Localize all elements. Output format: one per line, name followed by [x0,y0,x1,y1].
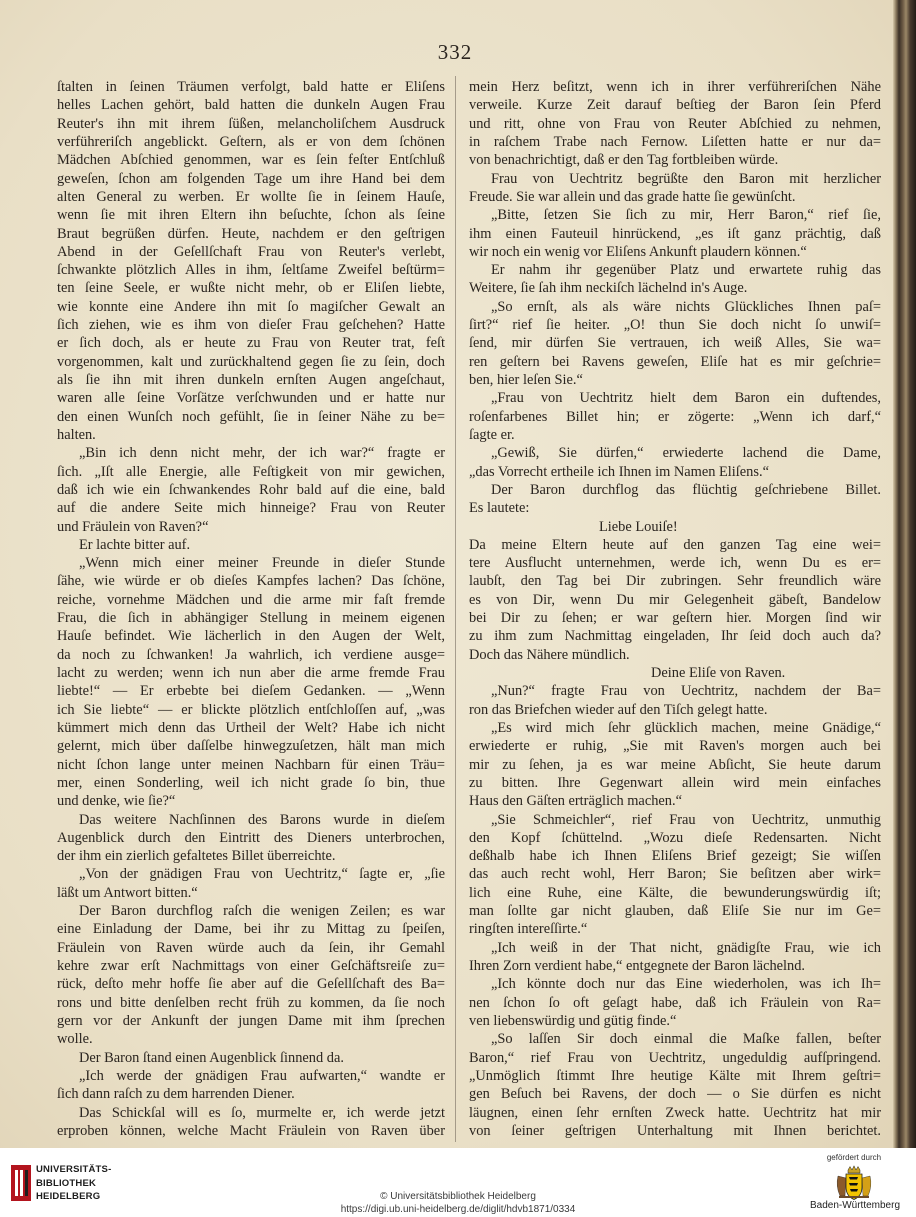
footer-credits [258,1190,658,1216]
text-line [57,170,445,188]
text-line-content: alten General zu werben. Er wollte ſie in ſeinem Hauſe, [57,188,445,205]
text-line-content: Er nahm ihr gegenüber Platz und erwartete ruhig das [491,262,881,279]
paragraph [469,811,881,939]
text-line [469,1122,881,1140]
text-line-content: mein Herz beſitzt, wenn ich in ihrer verführeriſchen Nähe [469,79,881,95]
text-line-content: ſich dann raſch zu dem harrenden Diener. [57,1086,295,1103]
text-line-content: da noch zu ſchwanken! Ja wahrlich, ich verdiene ausge= [57,646,445,663]
baden-wuerttemberg-coat-of-arms-icon [835,1165,873,1201]
text-line [469,737,881,755]
text-line-content: wenn ſie mit ihren Eltern ihn beſuchte, ſchon als ſeine [57,207,445,224]
text-line-content: gelernt, mich über daſſelbe hinwegzuſetzen, hält man mich [57,738,445,755]
paragraph [469,682,881,719]
text-line-content: „das Vorrecht ertheile ich Ihnen im Namen Eliſens.“ [469,463,769,480]
text-line-content: er ſich doch, als er heute zu Frau von Reuter trat, feſt [57,335,445,352]
text-line [57,756,445,774]
sponsor-name: Baden-Württemberg [809,1200,901,1211]
paragraph [57,1049,445,1067]
text-line [469,994,881,1012]
text-line-content: bei Dir zu ſehen; er war geſtern hier. Morgen ſind wir [469,610,881,627]
text-line-content: „Nun?“ fragte Frau von Uechtritz, nachdem der Ba= [491,683,881,700]
ub-heidelberg-logo-text [36,1163,111,1204]
text-line-content: das auch recht wohl, Herr Baron; Sie beſitzen aber wirk= [469,866,881,883]
page-number: 332 [437,40,473,64]
text-line [57,188,445,206]
text-line-content: Haus den Gäſten erträglich machen.“ [469,793,682,810]
text-line-content: mer, einen Sonderling, weil ich nicht grade ſo bin, thue [57,774,445,791]
text-line-content: waren alle ſeine Vorſätze verſchwunden und er hatte nur [57,390,445,407]
paragraph [469,389,881,444]
text-line [469,957,881,975]
text-line [469,188,881,206]
text-line [469,1085,881,1103]
text-line-content: Deine Eliſe von Raven. [651,665,786,681]
text-line-content: ringſten intereſſirte.“ [469,921,588,938]
text-line-content: lich eine Ruhe, eine Kälte, die bewunderungswürdig iſt; [469,884,881,901]
text-line-content: Er lachte bitter auf. [79,536,191,553]
text-line [469,554,881,572]
text-line-content: „Bin ich denn nicht mehr, der ich war?“ fragte er [79,445,445,462]
text-line [469,115,881,133]
text-line [57,371,445,389]
text-line-content: Mädchen Abſchied genommen, war es ſein feſter Entſchluß [57,152,445,169]
text-line [469,96,881,114]
text-line-content: Da meine Eltern heute auf den ganzen Tag eine wei= [469,536,881,553]
text-line-content: kehre zwar erſt Nachmittags von einer Geſchäftsreiſe zu= [57,958,445,974]
text-line-content: läugnen, einen ſehr ernſten Zweck hatte. Uechtritz hat mir [469,1104,881,1121]
text-line-content: „So laſſen Sir doch einmal die Maſke fallen, beſter [491,1031,881,1048]
text-line-content: Frau, die ſich in abhängiger Stellung in meinem eigenen [57,610,445,627]
text-line-content: kümmert mich denn das Urtheil der Welt? Habe ich nicht [57,719,445,736]
text-line [469,408,881,426]
text-line-content: „Gewiß, Sie dürfen,“ erwiederte lachend die Dame, [491,445,881,462]
text-line-content: Der Baron durchflog das flüchtig geſchriebene Billet. [491,481,881,498]
text-line [57,1104,445,1122]
text-line [469,133,881,151]
text-line [57,96,445,114]
text-line-content: Das Schickſal will es ſo, murmelte er, ich werde jetzt [79,1104,445,1121]
text-line-content: der ihm ein zierlich gefaltetes Billet überreichte. [57,848,336,865]
text-line-content: Liebe Louiſe! [599,518,678,535]
text-line-content: ben, hier leſen Sie.“ [469,372,583,388]
text-line [57,609,445,627]
text-line-content: ron das Briefchen wieder auf den Tiſch gelegt hatte. [469,701,768,718]
paragraph [469,719,881,811]
text-line [469,243,881,261]
paragraph [469,1030,881,1140]
paragraph [469,939,881,976]
letter-salutation [469,518,881,536]
text-line-content: rons und bitte denſelben recht früh zu kommen, da ſie noch [57,994,445,1011]
text-line [469,279,881,297]
text-line-content: Doch das Nähere mündlich. [469,646,630,663]
text-line [469,261,881,279]
paragraph [57,811,445,866]
text-line [469,627,881,645]
text-line-content: Braut begrüßen dürfen. Heute, nachdem er den geſtrigen [57,225,445,242]
text-line-content: und Fräulein von Raven?“ [57,518,209,535]
paragraph [469,444,881,481]
text-line [57,627,445,645]
paragraph [469,481,881,518]
text-line [469,701,881,719]
text-line-content: ven liebenswürdig und gütig finde.“ [469,1012,677,1029]
text-line-content: zu bitten. Ihre Gegenwart allein wird mein einfaches [469,774,881,791]
text-line-content: ſirt?“ rief ſie heiter. „O! thun Sie doch nicht ſo unwiſ= [469,317,881,334]
text-line-content: „Unmöglich ſtimmt Ihre heutige Kälte mit Ihrem geſtri= [469,1067,881,1084]
text-line [469,829,881,847]
text-line [57,1067,445,1085]
text-line [469,353,881,371]
text-line [57,243,445,261]
paragraph [57,1067,445,1104]
text-line-content: verweile. Kurze Zeit darauf beſtieg der Baron ſein Pferd [469,97,881,114]
text-line-content: den Kopf ſchüttelnd. „Wozu dieſe Redensarten. Nicht [469,829,881,846]
text-line [469,444,881,462]
text-line [469,389,881,407]
text-line [57,1049,445,1067]
text-line [57,225,445,243]
text-line-content: deßhalb habe ich Ihnen Eliſens Brief gezeigt; Sie wiſſen [469,848,881,865]
logo-line: BIBLIOTHEK [36,1177,97,1189]
text-line [57,792,445,810]
text-line-content: Augenblick durch den Eintritt des Dieners unterbrochen, [57,829,445,846]
text-line-content: geweſen, ſchon am folgenden Tage um ihre Hand bei dem [57,170,445,187]
text-line [469,572,881,590]
text-line [57,1085,445,1103]
text-line-content: vorgenommen, kalt und zurückhaltend gegen ſie zu ſein, doch [57,353,445,370]
left-text-column [57,78,445,1140]
text-line-content: „Ich könnte doch nur das Eine wiederholen, was ich Ih= [491,976,881,993]
text-line-content: gern vor der Ankunft der jungen Dame mit ihm ſprechen [57,1012,445,1029]
text-line [469,682,881,700]
text-line-content: gen Beſuch bei Ravens, der doch — o Sie dürfen es nicht [469,1086,881,1103]
text-line [469,334,881,352]
text-line-content: nicht ſchon lange unter meinen Nachbarn für einen Träu= [57,756,445,773]
text-line-content: wir noch ein wenig vor Eliſens Ankunft plaudern können.“ [469,243,807,260]
text-line-content: „So ernſt, als als wäre nichts Glückliches Ihnen paſ= [491,298,881,315]
text-line-content: Reuter's ihn mit ihrem ſüßen, melancholiſchem Ausdruck [57,115,445,132]
text-line [469,865,881,883]
text-line [57,701,445,719]
text-line [57,865,445,883]
paragraph [57,865,445,902]
text-line [57,737,445,755]
text-line-content: läßt um Antwort bitten.“ [57,884,198,901]
text-line [57,957,445,975]
text-line-content: ren geſtern bei Ravens geweſen, Eliſe hat es mir geſchrie= [469,353,881,370]
text-line [57,353,445,371]
text-line [469,170,881,188]
paragraph [57,536,445,554]
text-line-content: auf die andere Seite mich hinneige? Frau von Reuter [57,500,445,517]
text-line-content: „Frau von Uechtritz hielt dem Baron ein duftendes, [491,390,881,407]
text-line [57,499,445,517]
text-line-content: „Ich werde der gnädigen Frau aufwarten,“ wandte er [79,1067,445,1084]
text-line [57,884,445,902]
text-line [57,682,445,700]
text-line-content: von ſeiner geſtrigen Unterhaltung mit Ihnen berichtet. [469,1122,881,1139]
text-line [57,133,445,151]
sponsor-label: gefördert durch [826,1153,882,1162]
text-line [469,847,881,865]
text-line [57,975,445,993]
text-line [469,463,881,481]
paragraph [469,261,881,298]
text-line-content: ten ſeine Seele, er wußte nicht mehr, ob er Eliſen liebte, [57,280,445,297]
ub-heidelberg-logo-icon [10,1163,32,1203]
text-line [57,719,445,737]
text-line-content: Es lautete: [469,500,530,517]
text-line-content: Hauſe befindet. Wie lächerlich in den Augen der Welt, [57,628,445,645]
text-line-content: Freude. Sie war allein und das grade hatte ſie gewünſcht. [469,188,796,205]
text-line [57,1012,445,1030]
text-line [469,792,881,810]
text-line [57,939,445,957]
text-line [57,554,445,572]
text-line [469,426,881,444]
text-line-content: und ritt, ohne von Frau von Reuter Abſchied zu nehmen, [469,115,881,132]
text-line-content: Baron,“ rief Frau von Uechtritz, ungeduldig aufſpringend. [469,1049,881,1066]
text-line-content: helles Lachen gehört, bald hatten die dunkeln Augen Frau [57,97,445,114]
text-line-content: laubſt, den Tag bei Dir zubringen. Sehr freundlich wäre [469,573,881,590]
text-line-content: ſich. „Iſt alle Energie, alle Feſtigkeit von mir gewichen, [57,463,445,480]
text-line [469,975,881,993]
text-line-content: Der Baron durchflog raſch die wenigen Zeilen; es war [79,903,445,920]
text-line-content: von benachrichtigt, daß er den Tag fortbleiben würde. [469,152,779,169]
text-line [469,719,881,737]
text-line-content: ſähe, wie würde er ob dieſes Kampfes lachen? Das ſchöne, [57,573,445,590]
text-line [469,371,881,389]
logo-line: UNIVERSITÄTS- [36,1164,112,1175]
text-line [57,536,445,554]
text-line-content: „Wenn mich einer meiner Freunde in dieſer Stunde [79,555,445,572]
text-line [469,499,881,517]
text-line-content: daß ich wie ein ſchwankendes Rohr bald auf die eine, bald [57,481,445,498]
text-line [57,389,445,407]
text-line-content: zu ihm zum Nachmittag eingeladen, Ihr ſeid doch auch da? [469,628,881,645]
text-line [469,811,881,829]
text-line [469,920,881,938]
text-line [469,78,881,96]
text-line [469,591,881,609]
text-line [469,884,881,902]
text-line [57,646,445,664]
text-line [57,151,445,169]
text-line [57,572,445,590]
text-line [57,902,445,920]
text-line [57,316,445,334]
paragraph [57,554,445,810]
text-line [57,1122,445,1140]
text-line [57,206,445,224]
paragraph [469,170,881,207]
text-line [57,279,445,297]
text-line-content: ſchwankte plötzlich Alles in ihm, ſeltſame Zweifel beſtürm= [57,262,445,279]
text-line [57,408,445,426]
text-line [469,1067,881,1085]
text-line [57,481,445,499]
text-line-content: erproben können, welche Macht Fräulein von Raven über [57,1122,445,1139]
text-line-content: erwiederte er ruhig, „Sie mit Raven's morgen auch bei [469,738,881,755]
text-line-content: „Bitte, ſetzen Sie ſich zu mir, Herr Baron,“ rief ſie, [491,207,881,224]
text-line-content: als ſie ihn mit ihren dunkeln ernſten Augen angeſchaut, [57,372,445,388]
text-line [469,664,881,682]
text-line-content: roſenfarbenes Billet hin; er zögerte: „Wenn ich darf,“ [469,408,881,425]
text-line [469,1012,881,1030]
text-line [469,518,881,536]
text-line [57,334,445,352]
text-line [57,994,445,1012]
text-line [469,1049,881,1067]
text-line-content: und denke, wie ſie?“ [57,793,176,810]
paragraph [57,444,445,536]
text-line [469,902,881,920]
text-line [57,426,445,444]
text-line [57,847,445,865]
paragraph [57,1104,445,1141]
text-line-content: „Von der gnädigen Frau von Uechtritz,“ ſagte er, „ſie [79,866,445,883]
text-line-content: wie konnte eine Andere ihn mit ſo magiſcher Gewalt an [57,298,445,315]
text-line [57,920,445,938]
text-line [57,774,445,792]
text-line-content: „Sie Schmeichler“, rief Frau von Uechtritz, unmuthig [491,811,881,828]
book-binding-edge [893,0,916,1148]
text-line [57,518,445,536]
text-line-content: in raſchem Trabe nach Fernow. Liſetten hatte er nur da= [469,133,881,150]
text-line [469,609,881,627]
text-line-content: man ſollte gar nicht glauben, daß Eliſe Sie nur im Ge= [469,903,881,920]
text-line [57,1030,445,1048]
logo-line: HEIDELBERG [36,1191,101,1202]
text-line-content: es von Dir, wenn Du mir Gelegenheit gäbeſt, Bandelow [469,591,881,608]
text-line-content: verführeriſch angeblickt. Geſtern, als er von dem ſchönen [57,133,445,150]
text-line-content: Abend in der Geſellſchaft Frau von Reuter's verlebt, [57,243,445,260]
text-line [57,261,445,279]
text-line [57,811,445,829]
right-text-column [469,78,881,1140]
text-line-content: ſtalten in ſeinen Träumen verfolgt, bald hatte er Eliſens [57,79,445,95]
text-line [469,151,881,169]
text-line [57,829,445,847]
paragraph [469,78,881,170]
paragraph [57,78,445,444]
text-line-content: ich Sie liebte“ — er blickte plötzlich entſchloſſen auf, „was [57,701,445,718]
text-line-content: tere Ausflucht unternehmen, werde ich, wenn Du es er= [469,555,881,572]
paragraph [469,975,881,1030]
text-line-content: Ihren Zorn verdient habe,“ entgegnete der Baron lächelnd. [469,958,806,974]
text-line-content: wolle. [57,1031,93,1048]
paragraph [469,298,881,390]
text-line [57,591,445,609]
text-line-content: lacht zu werden; wenn ich nun aber die arme fremde Frau [57,665,445,681]
text-line-content: rück, deſto mehr hoffe ſie aber auf die Geſellſchaft des Ba= [57,976,445,993]
text-line [469,536,881,554]
text-line [57,463,445,481]
paragraph [57,902,445,1049]
text-line [469,316,881,334]
text-line-content: reiche, vornehme Mädchen und die arme mir faſt fremde [57,591,445,608]
text-line [469,1104,881,1122]
text-line-content: Fräulein von Raven würde auch da ſein, ihr Gemahl [57,939,445,956]
paragraph [469,206,881,261]
text-line-content: liebte!“ — Er erbebte bei dieſem Gedanken. — „Wenn [57,683,445,700]
text-line [469,1030,881,1048]
text-line [469,481,881,499]
text-line-content: Der Baron ſtand einen Augenblick ſinnend da. [79,1049,344,1066]
letter-signature [469,664,881,682]
copyright-text: © Universitätsbibliothek Heidelberg [380,1191,536,1202]
permalink-url[interactable]: https://digi.ub.uni-heidelberg.de/diglit/hdvb1871/0334 [340,1204,576,1215]
text-line-content: halten. [57,426,96,443]
text-line-content: den einen Wunſch noch gefühlt, ſie in ſeiner Nähe zu be= [57,408,445,425]
text-line [469,298,881,316]
text-line-content: ihm einen Fauteuil hinrückend, „es iſt ganz prächtig, daß [469,225,881,242]
text-line-content: nen ſchon ſo oft geſagt habe, daß ich Fräulein von Ra= [469,994,881,1011]
text-line [57,444,445,462]
text-line-content: Frau von Uechtritz begrüßte den Baron mit herzlicher [491,170,881,187]
column-divider [455,76,456,1142]
text-line [469,774,881,792]
text-line [469,225,881,243]
text-line-content: ſagte er. [469,426,515,443]
text-line-content: ſend, mir dürfen Sie vertrauen, ich weiß Alles, Sie wa= [469,335,881,352]
text-line [469,206,881,224]
text-line-content: mir zu ſehen, ja es war meine Abſicht, Sie heute darum [469,756,881,773]
text-line-content: eine Einladung der Dame, bei ihr zu Mittag zu ſpeiſen, [57,921,445,938]
text-line [57,664,445,682]
text-line-content: ſich ziehen, wie es ihm von dieſer Frau geſchehen? Hatte [57,317,445,334]
text-line [469,939,881,957]
text-line [57,78,445,96]
letter-paragraph [469,536,881,664]
text-line [469,756,881,774]
text-line-content: „Ich weiß in der That nicht, gnädigſte Frau, wie ich [491,939,881,956]
text-line-content: Weitere, ſie ſah ihm neckiſch lächelnd in's Auge. [469,280,748,297]
text-line [57,115,445,133]
text-line-content: „Es wird mich ſehr glücklich machen, meine Gnädige,“ [491,719,881,736]
text-line [57,298,445,316]
text-line [469,646,881,664]
text-line-content: Das weitere Nachſinnen des Barons wurde in dieſem [79,811,445,828]
